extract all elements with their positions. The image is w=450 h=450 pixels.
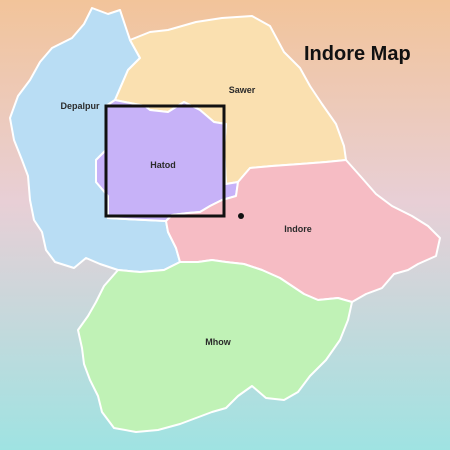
map-title: Indore Map [304,43,411,65]
label-sawer: Sawer [228,85,256,95]
label-depalpur: Depalpur [60,101,100,111]
dot-icon [238,213,244,219]
label-hatod: Hatod [150,160,176,170]
label-indore: Indore [284,224,312,234]
label-mhow: Mhow [205,337,231,347]
